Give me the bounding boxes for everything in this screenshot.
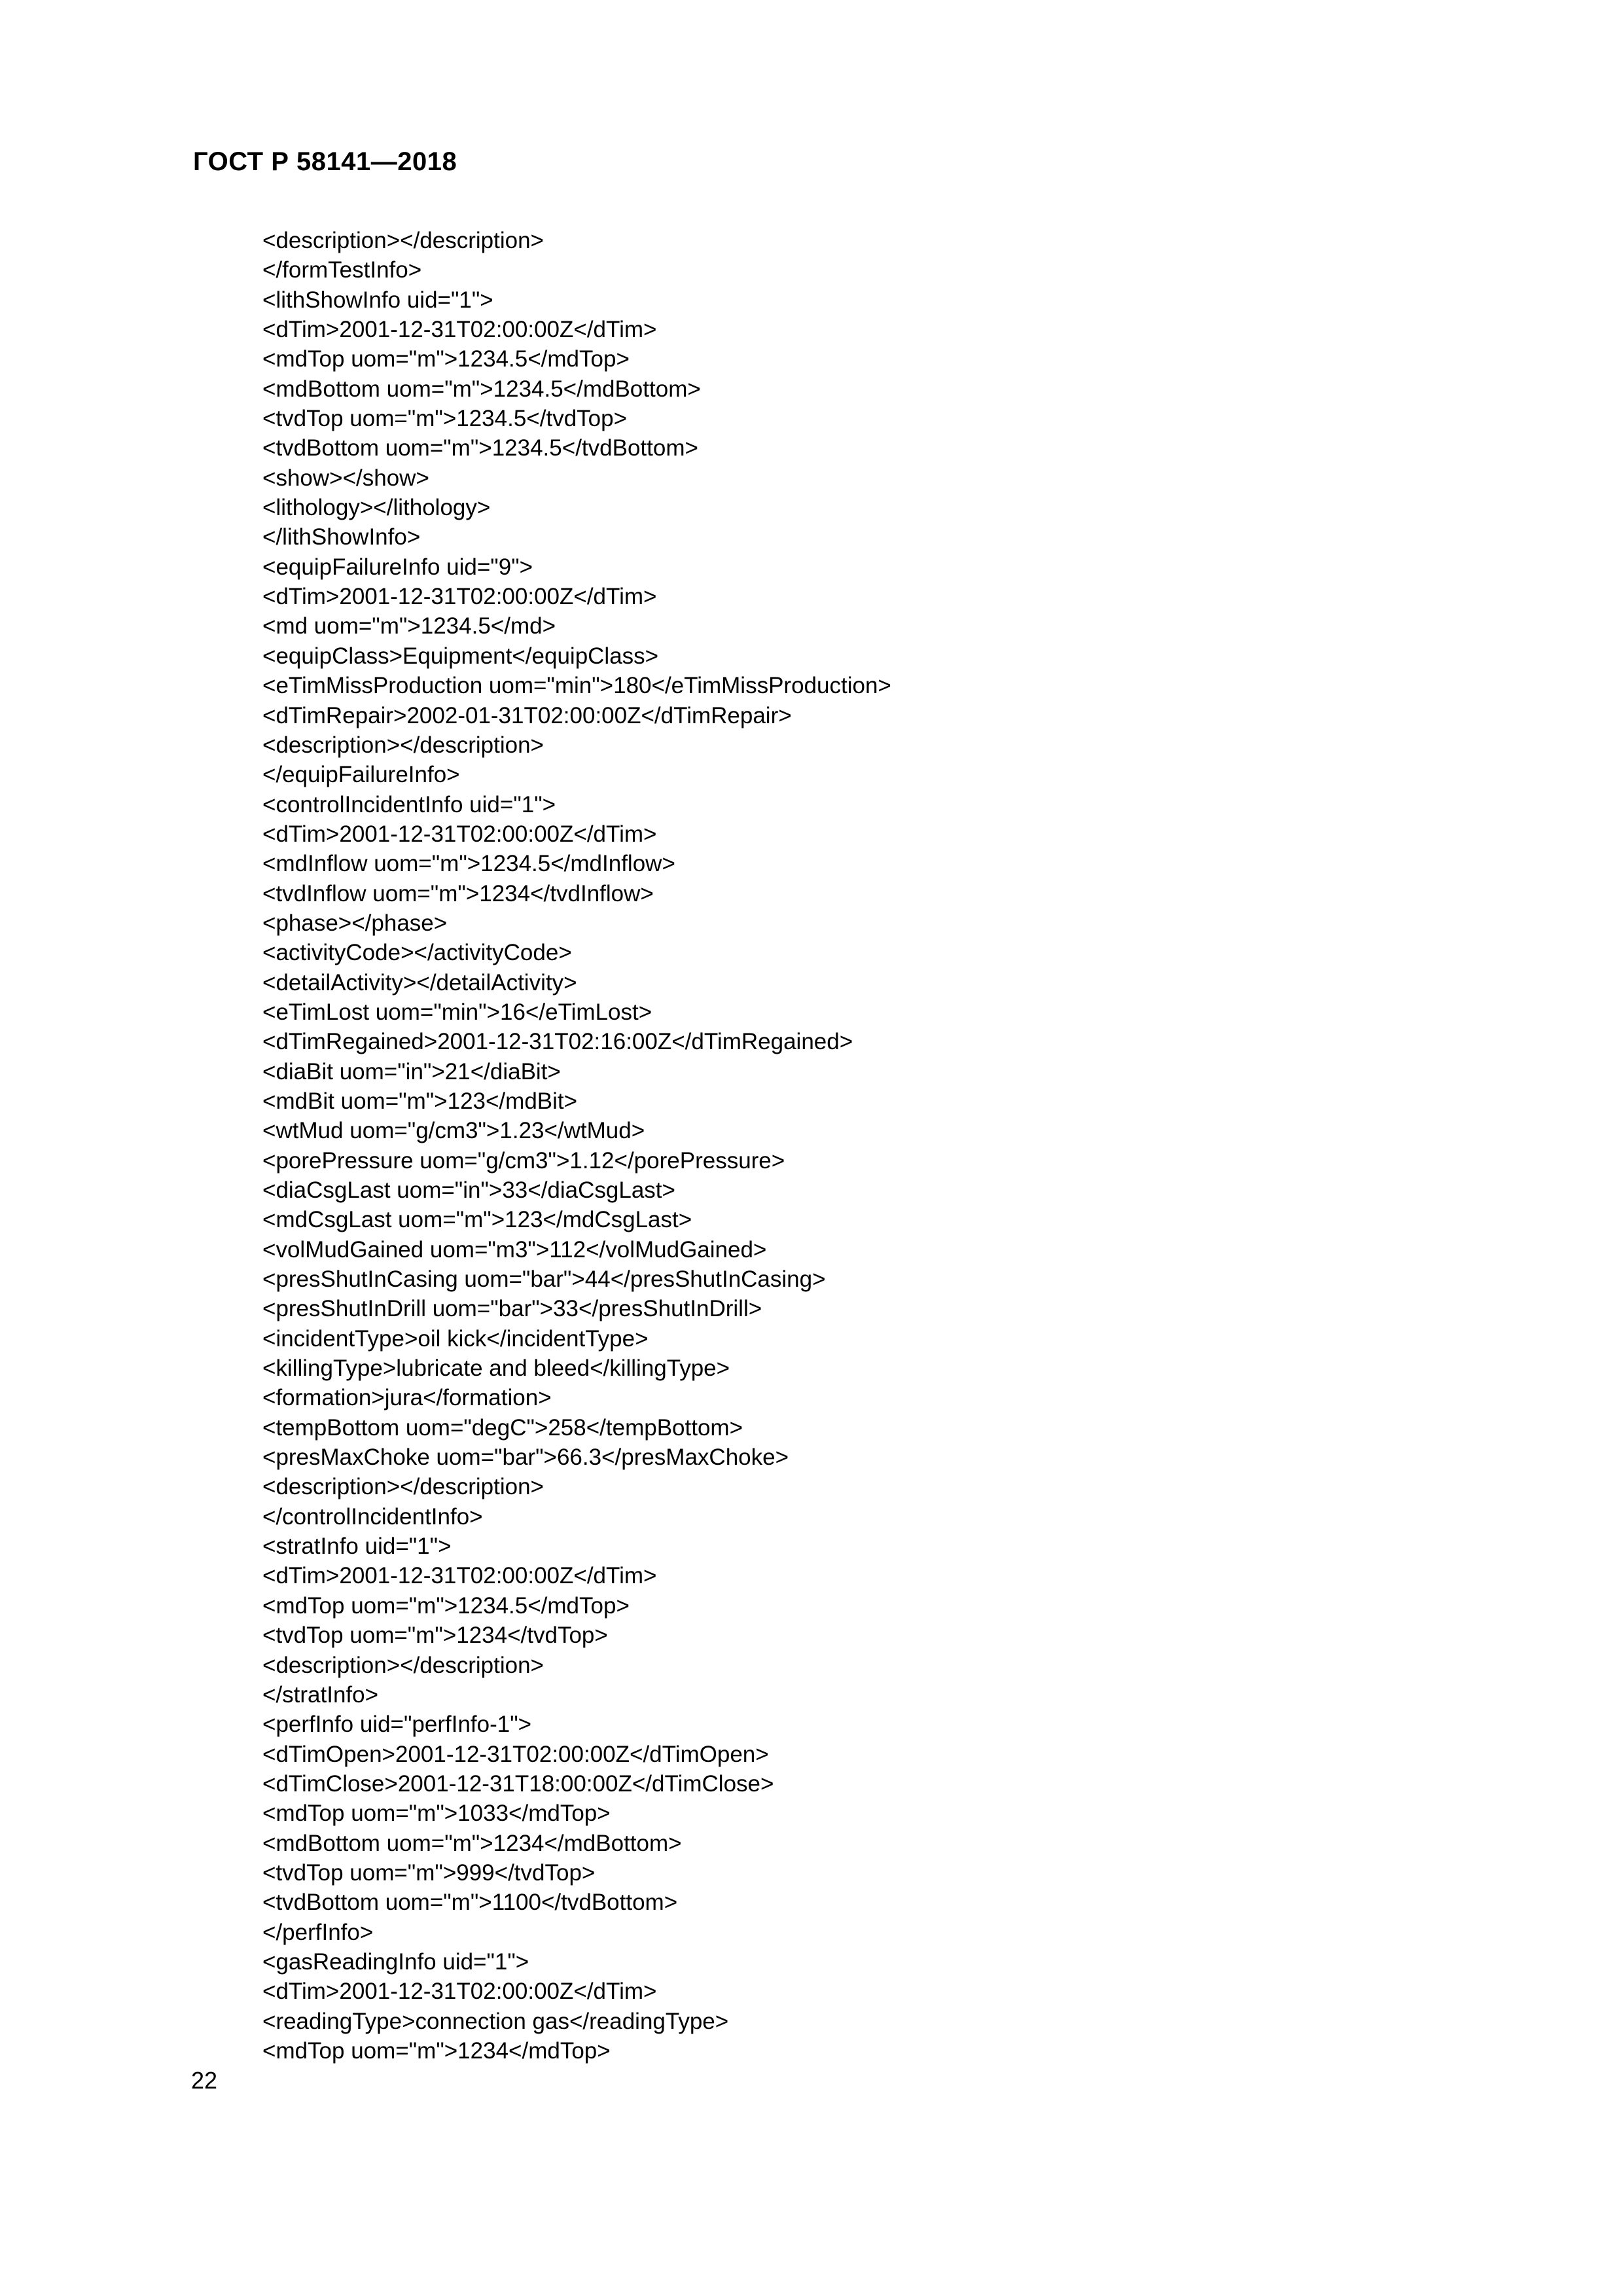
- xml-code-line: <description></description>: [262, 732, 544, 758]
- page-header-standard-id: ГОСТ Р 58141—2018: [193, 147, 457, 176]
- xml-code-line: <dTim>2001-12-31T02:00:00Z</dTim>: [262, 1563, 657, 1589]
- xml-code-line: <lithShowInfo uid="1">: [262, 287, 493, 313]
- xml-code-line: <presMaxChoke uom="bar">66.3</presMaxChoke>: [262, 1444, 789, 1471]
- xml-code-line: <killingType>lubricate and bleed</killingType>: [262, 1355, 730, 1382]
- xml-code-line: <tvdInflow uom="m">1234</tvdInflow>: [262, 880, 654, 906]
- xml-code-line: <mdBottom uom="m">1234.5</mdBottom>: [262, 376, 701, 402]
- xml-code-line: <mdTop uom="m">1234</mdTop>: [262, 2037, 611, 2064]
- xml-code-line: <mdTop uom="m">1234.5</mdTop>: [262, 346, 630, 372]
- xml-code-line: </controlIncidentInfo>: [262, 1503, 483, 1530]
- xml-code-line: </stratInfo>: [262, 1681, 379, 1708]
- xml-code-line: <formation>jura</formation>: [262, 1385, 552, 1411]
- xml-code-line: <tempBottom uom="degC">258</tempBottom>: [262, 1414, 743, 1441]
- xml-code-line: <mdInflow uom="m">1234.5</mdInflow>: [262, 851, 675, 877]
- xml-code-line: </perfInfo>: [262, 1919, 374, 1945]
- xml-code-line: <dTimOpen>2001-12-31T02:00:00Z</dTimOpen>: [262, 1741, 769, 1767]
- xml-code-line: <volMudGained uom="m3">112</volMudGained>: [262, 1236, 767, 1263]
- xml-code-line: <dTim>2001-12-31T02:00:00Z</dTim>: [262, 1979, 657, 2005]
- xml-code-line: <controlIncidentInfo uid="1">: [262, 791, 556, 817]
- xml-code-line: <phase></phase>: [262, 910, 448, 936]
- xml-code-block: [262, 226, 891, 2066]
- xml-code-line: <dTimClose>2001-12-31T18:00:00Z</dTimClose>: [262, 1770, 774, 1797]
- xml-code-line: <dTim>2001-12-31T02:00:00Z</dTim>: [262, 821, 657, 847]
- xml-code-line: <diaCsgLast uom="in">33</diaCsgLast>: [262, 1177, 675, 1203]
- xml-code-line: <lithology></lithology>: [262, 495, 491, 521]
- xml-code-line: <description></description>: [262, 228, 544, 253]
- xml-code-line: <diaBit uom="in">21</diaBit>: [262, 1058, 561, 1085]
- xml-code-line: <tvdTop uom="m">1234</tvdTop>: [262, 1623, 608, 1649]
- xml-code-line: <tvdBottom uom="m">1234.5</tvdBottom>: [262, 435, 698, 461]
- xml-code-line: <presShutInCasing uom="bar">44</presShutInCasing>: [262, 1266, 826, 1293]
- xml-code-line: <mdBottom uom="m">1234</mdBottom>: [262, 1830, 682, 1856]
- xml-code-line: </lithShowInfo>: [262, 524, 421, 550]
- xml-code-line: <wtMud uom="g/cm3">1.23</wtMud>: [262, 1118, 645, 1144]
- xml-code-line: <dTimRegained>2001-12-31T02:16:00Z</dTimRegained>: [262, 1029, 853, 1055]
- xml-code-line: <equipFailureInfo uid="9">: [262, 554, 533, 580]
- xml-code-line: <tvdTop uom="m">999</tvdTop>: [262, 1859, 596, 1886]
- xml-code-line: <equipClass>Equipment</equipClass>: [262, 643, 659, 669]
- xml-code-line: <mdTop uom="m">1033</mdTop>: [262, 1801, 611, 1827]
- xml-code-line: <tvdTop uom="m">1234.5</tvdTop>: [262, 406, 628, 432]
- xml-code-line: <tvdBottom uom="m">1100</tvdBottom>: [262, 1890, 678, 1916]
- xml-code-line: <detailActivity></detailActivity>: [262, 969, 577, 996]
- xml-code-line: <md uom="m">1234.5</md>: [262, 613, 556, 639]
- xml-code-line: <stratInfo uid="1">: [262, 1534, 452, 1560]
- xml-code-line: <eTimLost uom="min">16</eTimLost>: [262, 999, 652, 1025]
- xml-code-line: <mdCsgLast uom="m">123</mdCsgLast>: [262, 1207, 692, 1233]
- xml-code-line: <gasReadingInfo uid="1">: [262, 1948, 529, 1975]
- xml-code-line: <eTimMissProduction uom="min">180</eTimMissProduction>: [262, 673, 891, 699]
- xml-code-line: <perfInfo uid="perfInfo-1">: [262, 1712, 532, 1738]
- xml-code-line: <incidentType>oil kick</incidentType>: [262, 1325, 649, 1352]
- xml-code-line: <readingType>connection gas</readingType>: [262, 2008, 729, 2034]
- xml-code-line: <dTimRepair>2002-01-31T02:00:00Z</dTimRepair>: [262, 702, 792, 728]
- xml-code-line: <dTim>2001-12-31T02:00:00Z</dTim>: [262, 584, 657, 610]
- xml-code-line: <show></show>: [262, 465, 429, 491]
- xml-code-line: </formTestInfo>: [262, 257, 422, 283]
- xml-code-line: <presShutInDrill uom="bar">33</presShutInDrill>: [262, 1296, 762, 1322]
- xml-code-line: <description></description>: [262, 1474, 544, 1500]
- xml-code-line: <dTim>2001-12-31T02:00:00Z</dTim>: [262, 317, 657, 343]
- xml-code-line: </equipFailureInfo>: [262, 762, 460, 788]
- xml-code-line: <description></description>: [262, 1652, 544, 1678]
- xml-code-line: <mdTop uom="m">1234.5</mdTop>: [262, 1592, 630, 1619]
- page-number: 22: [191, 2067, 218, 2094]
- xml-code-line: <porePressure uom="g/cm3">1.12</porePressure>: [262, 1147, 785, 1174]
- xml-code-line: <activityCode></activityCode>: [262, 940, 572, 966]
- xml-code-line: <mdBit uom="m">123</mdBit>: [262, 1088, 578, 1114]
